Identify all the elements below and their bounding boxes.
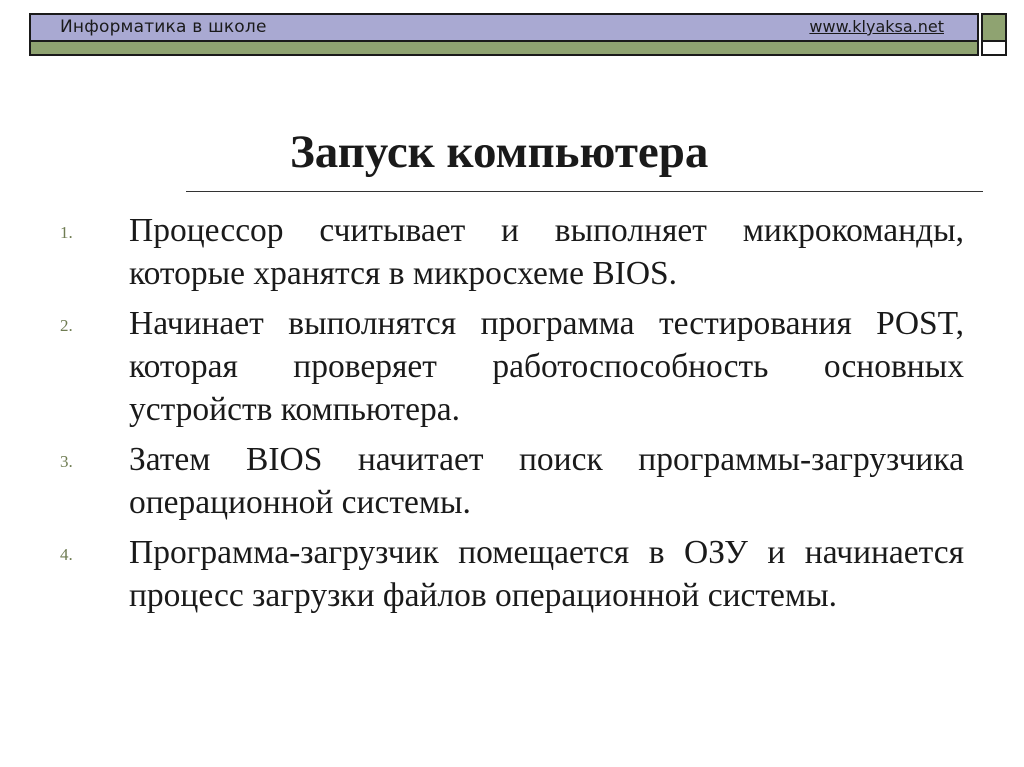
site-name: Информатика в школе [60, 17, 267, 37]
list-item-number: 2. [60, 316, 73, 335]
list-item [60, 302, 964, 431]
list-item [60, 209, 964, 295]
content-list [60, 209, 964, 624]
list-item [60, 531, 964, 617]
header-band [29, 13, 979, 56]
list-item-number: 1. [60, 223, 73, 242]
list-item-text: Программа-загрузчик помещается в ОЗУ и начинается процесс загрузки файлов операционной системы. [129, 534, 964, 614]
list-item-text: Начинает выполнятся программа тестирования POST, которая проверяет работоспособность основных устройств компьютера. [129, 305, 964, 428]
site-link[interactable]: www.klyaksa.net [809, 17, 944, 36]
slide-title: Запуск компьютера [290, 126, 709, 178]
header-corner-stripe [983, 15, 1005, 42]
header-corner-block [981, 13, 1007, 56]
list-item-number: 3. [60, 452, 73, 471]
list-item-text: Процессор считывает и выполняет микрокоманды, которые хранятся в микросхеме BIOS. [129, 212, 964, 292]
header-bottom-stripe [31, 42, 977, 54]
list-item-number: 4. [60, 545, 73, 564]
title-divider [186, 191, 983, 192]
list-item-text: Затем BIOS начитает поиск программы-загрузчика операционной системы. [129, 441, 964, 521]
header-top-stripe [31, 15, 977, 42]
list-item [60, 438, 964, 524]
